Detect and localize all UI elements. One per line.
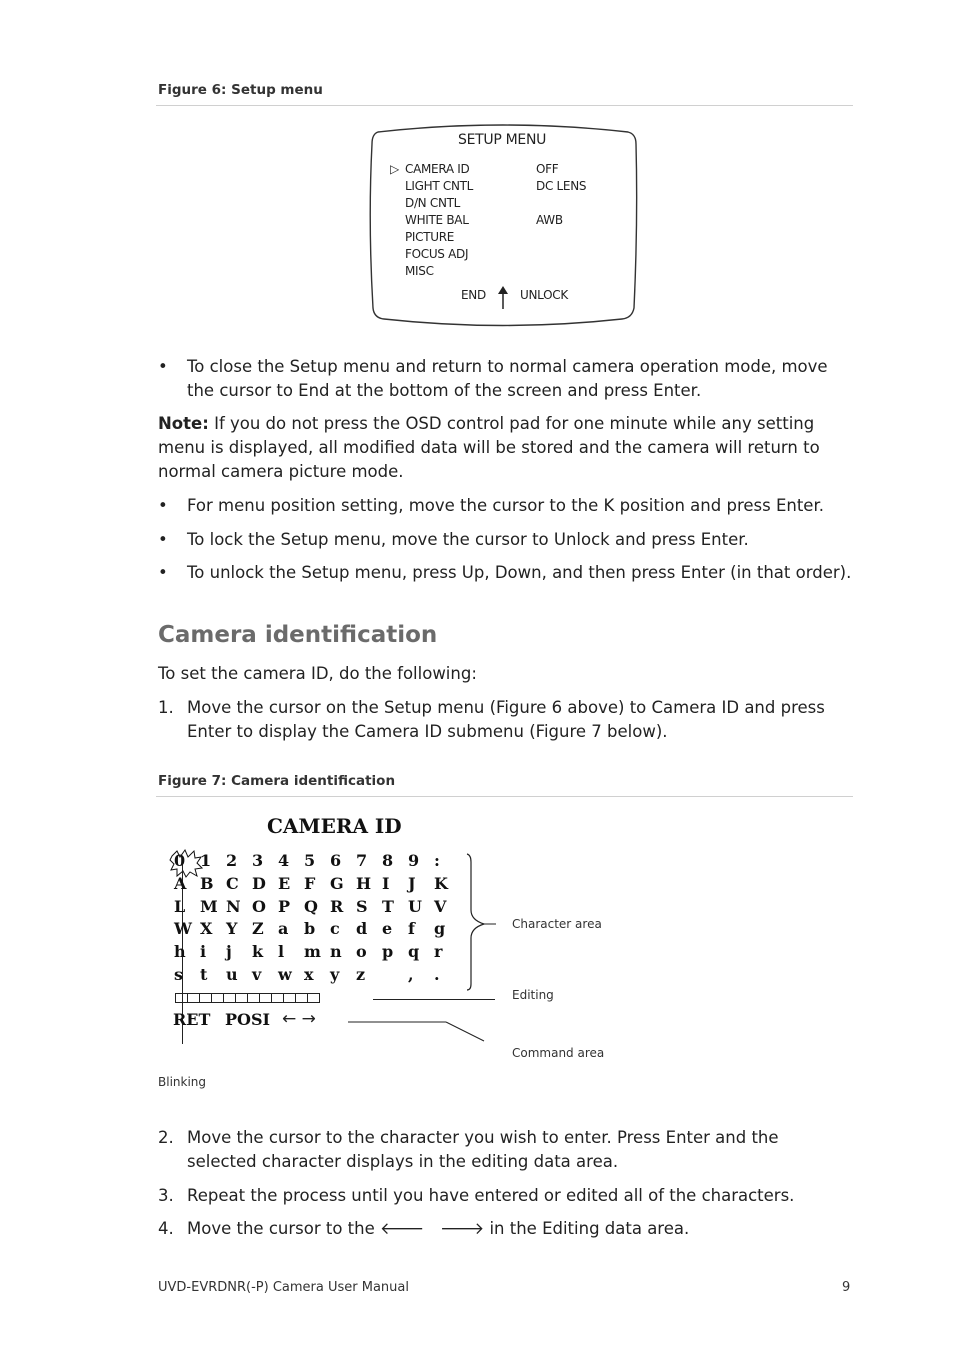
command-pointer-line <box>348 1016 488 1044</box>
setup-menu-title: SETUP MENU <box>458 132 547 148</box>
grid-character: K <box>434 873 448 893</box>
grid-character: Z <box>252 919 264 939</box>
grid-character: 4 <box>278 851 290 870</box>
grid-character: i <box>200 942 207 962</box>
grid-character: P <box>278 896 291 916</box>
setup-menu-figure <box>368 122 640 330</box>
step-1-text: Move the cursor on the Setup menu (Figure 6 above) to Camera ID and press Enter to display the Camera ID submenu (Figure 7 below). <box>187 698 825 741</box>
setup-menu-item-label: CAMERA ID <box>405 162 470 176</box>
grid-character: n <box>330 942 342 962</box>
grid-character: u <box>226 965 238 984</box>
grid-character: B <box>200 873 214 893</box>
grid-character: 8 <box>382 851 394 870</box>
grid-character: 2 <box>226 851 238 870</box>
grid-character: 0 <box>174 851 186 870</box>
grid-character: l <box>278 942 285 962</box>
ret-command: RET <box>173 1010 211 1029</box>
section-heading: Camera identification <box>158 622 438 648</box>
grid-character: m <box>304 942 321 962</box>
grid-character: e <box>382 919 393 939</box>
note-paragraph <box>158 412 853 484</box>
grid-character: 9 <box>408 851 420 870</box>
grid-character: j <box>226 942 232 962</box>
grid-character: 1 <box>200 851 212 870</box>
grid-character: F <box>304 873 316 893</box>
command-area-label: Command area <box>512 1046 605 1060</box>
grid-character: H <box>356 873 372 893</box>
figure-6-rule <box>156 105 853 106</box>
grid-character: v <box>252 965 262 984</box>
step-4-text <box>187 1217 853 1241</box>
setup-menu-item-label: D/N CNTL <box>405 196 461 210</box>
grid-character: c <box>330 919 340 939</box>
setup-menu-item-label: FOCUS ADJ <box>405 247 469 261</box>
grid-character: 6 <box>330 851 342 870</box>
grid-character: d <box>356 919 368 939</box>
character-area-label: Character area <box>512 917 602 931</box>
grid-character: G <box>330 873 344 893</box>
blinking-label: Blinking <box>158 1075 207 1089</box>
setup-menu-item-value: DC LENS <box>536 179 587 193</box>
step-2-number: 2. <box>158 1128 174 1147</box>
grid-character: z <box>356 965 366 984</box>
cursor-arrows: ← → <box>282 1009 316 1029</box>
posi-command: POSI <box>225 1010 271 1029</box>
grid-character: C <box>226 873 239 893</box>
note-label: Note: <box>158 414 209 433</box>
step-4-arrows-icon: 🡐 🡒 <box>379 1219 485 1238</box>
grid-character: O <box>252 896 266 916</box>
cursor-triangle-icon: ▷ <box>390 162 400 176</box>
grid-character: V <box>434 896 447 916</box>
grid-character: U <box>408 896 422 916</box>
grid-character: L <box>174 896 186 916</box>
grid-character: g <box>434 919 446 939</box>
grid-character: s <box>174 965 184 984</box>
grid-character: 3 <box>252 851 264 870</box>
grid-character: r <box>434 942 443 962</box>
grid-character: . <box>434 965 440 984</box>
grid-character: A <box>174 873 187 893</box>
grid-character: M <box>200 896 218 916</box>
end-label: END <box>461 288 486 302</box>
grid-character: , <box>408 965 414 984</box>
grid-character: b <box>304 919 316 939</box>
grid-character: : <box>434 851 440 870</box>
grid-character: t <box>200 965 208 984</box>
grid-character: R <box>330 896 344 916</box>
grid-character: E <box>278 873 291 893</box>
grid-character: 7 <box>356 851 368 870</box>
grid-character: o <box>356 942 367 962</box>
unlock-label: UNLOCK <box>520 288 568 302</box>
grid-character: f <box>408 919 415 939</box>
grid-character: W <box>174 919 192 939</box>
grid-character: D <box>252 873 266 893</box>
note-text: If you do not press the OSD control pad for one minute while any setting menu is displayed, all modified data will be stored and the camera will return to normal camera picture mode. <box>158 414 820 481</box>
editing-label: Editing <box>512 988 554 1002</box>
figure-6-caption: Figure 6: Setup menu <box>158 82 323 98</box>
grid-character: 5 <box>304 851 316 870</box>
setup-menu-item-label: WHITE BAL <box>405 213 469 227</box>
footer-page-number: 9 <box>842 1280 851 1295</box>
grid-character: N <box>226 896 241 916</box>
bullet-dot: • <box>158 530 168 549</box>
grid-character: k <box>252 942 264 962</box>
bullet-menu-position: For menu position setting, move the cursor to the K position and press Enter. <box>187 496 824 515</box>
bullet-lock: To lock the Setup menu, move the cursor to Unlock and press Enter. <box>187 530 749 549</box>
setup-menu-item-label: PICTURE <box>405 230 455 244</box>
setup-menu-item-value: OFF <box>536 162 559 176</box>
step-4-pre: Move the cursor to the <box>187 1219 380 1238</box>
grid-character: I <box>382 873 390 893</box>
bullet-dot: • <box>158 563 168 582</box>
grid-character: w <box>278 965 292 984</box>
grid-character: h <box>174 942 186 962</box>
setup-menu-item-value: AWB <box>536 213 563 227</box>
section-intro: To set the camera ID, do the following: <box>158 664 477 683</box>
grid-character: T <box>382 896 394 916</box>
grid-character: y <box>330 965 340 984</box>
grid-character: Y <box>226 919 238 939</box>
editing-pointer-line <box>373 999 495 1000</box>
grid-character: S <box>356 896 368 916</box>
step-4-number: 4. <box>158 1219 174 1238</box>
character-area-brace <box>464 852 498 992</box>
footer-manual-title: UVD-EVRDNR(-P) Camera User Manual <box>158 1280 409 1295</box>
figure-7-rule <box>156 796 853 797</box>
bullet-close-menu: To close the Setup menu and return to normal camera operation mode, move the cursor to End at the bottom of the screen and press Enter. <box>187 357 828 400</box>
bullet-dot: • <box>158 496 168 515</box>
step-3-number: 3. <box>158 1186 174 1205</box>
step-4-post: in the Editing data area. <box>484 1219 690 1238</box>
step-1-number: 1. <box>158 698 174 717</box>
grid-character: J <box>408 873 416 893</box>
grid-character: x <box>304 965 314 984</box>
grid-character: q <box>408 942 420 962</box>
grid-character: X <box>200 919 213 939</box>
figure-7-caption: Figure 7: Camera identification <box>158 773 396 789</box>
editing-box <box>307 993 320 1003</box>
grid-character: p <box>382 942 394 962</box>
camera-id-title: CAMERA ID <box>267 814 402 838</box>
bullet-dot: • <box>158 357 168 376</box>
setup-menu-item-label: MISC <box>405 264 434 278</box>
grid-character: a <box>278 919 289 939</box>
editing-data-area <box>175 993 320 1004</box>
bullet-unlock: To unlock the Setup menu, press Up, Down, and then press Enter (in that order). <box>187 563 852 582</box>
step-3-text: Repeat the process until you have entered or edited all of the characters. <box>187 1186 795 1205</box>
up-arrow-icon <box>497 284 509 310</box>
grid-character: Q <box>304 896 318 916</box>
step-2-text: Move the cursor to the character you wish to enter. Press Enter and the selected character displays in the editing data area. <box>187 1128 779 1171</box>
setup-menu-item-label: LIGHT CNTL <box>405 179 474 193</box>
